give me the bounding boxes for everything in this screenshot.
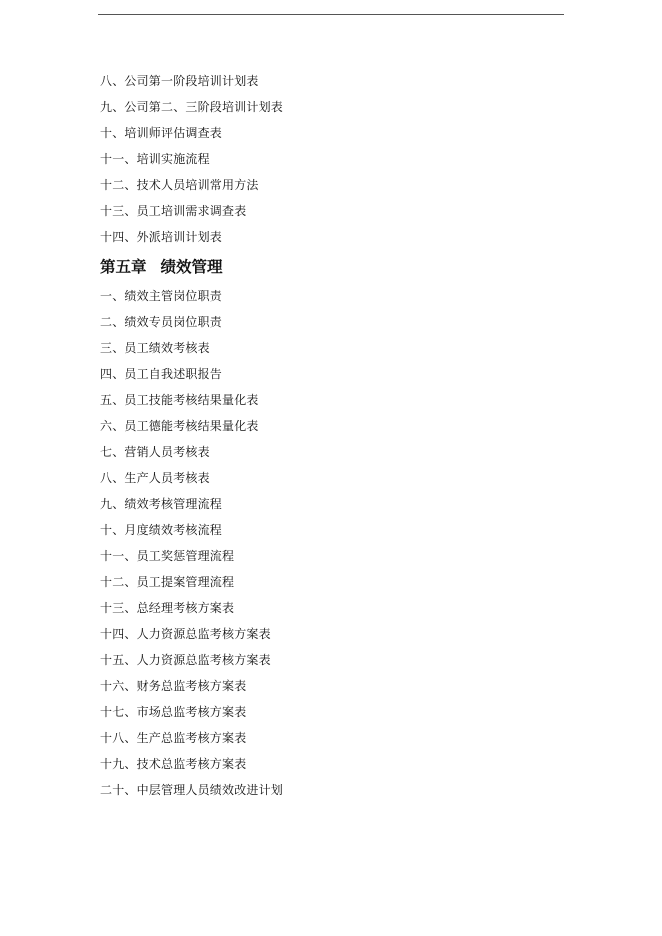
toc-item: 十一、员工奖惩管理流程 [100,549,235,563]
toc-item: 二十、中层管理人员绩效改进计划 [100,783,284,797]
toc-item: 五、员工技能考核结果量化表 [100,393,259,407]
toc-item: 十三、员工培训需求调查表 [100,204,247,218]
toc-item: 十四、外派培训计划表 [100,230,223,244]
toc-item: 六、员工德能考核结果量化表 [100,419,259,433]
toc-item: 三、员工绩效考核表 [100,341,210,355]
toc-item: 十、培训师评估调查表 [100,126,223,140]
toc-item: 九、公司第二、三阶段培训计划表 [100,100,284,114]
toc-item: 十二、员工提案管理流程 [100,575,235,589]
chapter-title: 绩效管理 [160,258,223,276]
toc-item: 七、营销人员考核表 [100,445,210,459]
toc-item: 十六、财务总监考核方案表 [100,679,247,693]
table-of-contents [100,71,570,806]
toc-item: 十、月度绩效考核流程 [100,523,223,537]
header-rule [98,14,564,15]
toc-item: 九、绩效考核管理流程 [100,497,223,511]
toc-item: 八、生产人员考核表 [100,471,210,485]
toc-item: 八、公司第一阶段培训计划表 [100,74,259,88]
toc-item: 十七、市场总监考核方案表 [100,705,247,719]
toc-item: 十五、人力资源总监考核方案表 [100,653,271,667]
toc-item: 二、绩效专员岗位职责 [100,315,223,329]
toc-item: 十八、生产总监考核方案表 [100,731,247,745]
chapter-heading [100,252,570,286]
toc-item: 十四、人力资源总监考核方案表 [100,627,271,641]
chapter-number: 第五章 [100,258,147,276]
toc-item: 一、绩效主管岗位职责 [100,289,223,303]
toc-item: 十二、技术人员培训常用方法 [100,178,259,192]
toc-item: 四、员工自我述职报告 [100,367,223,381]
toc-item: 十一、培训实施流程 [100,152,210,166]
toc-item: 十九、技术总监考核方案表 [100,757,247,771]
toc-item: 十三、总经理考核方案表 [100,601,235,615]
